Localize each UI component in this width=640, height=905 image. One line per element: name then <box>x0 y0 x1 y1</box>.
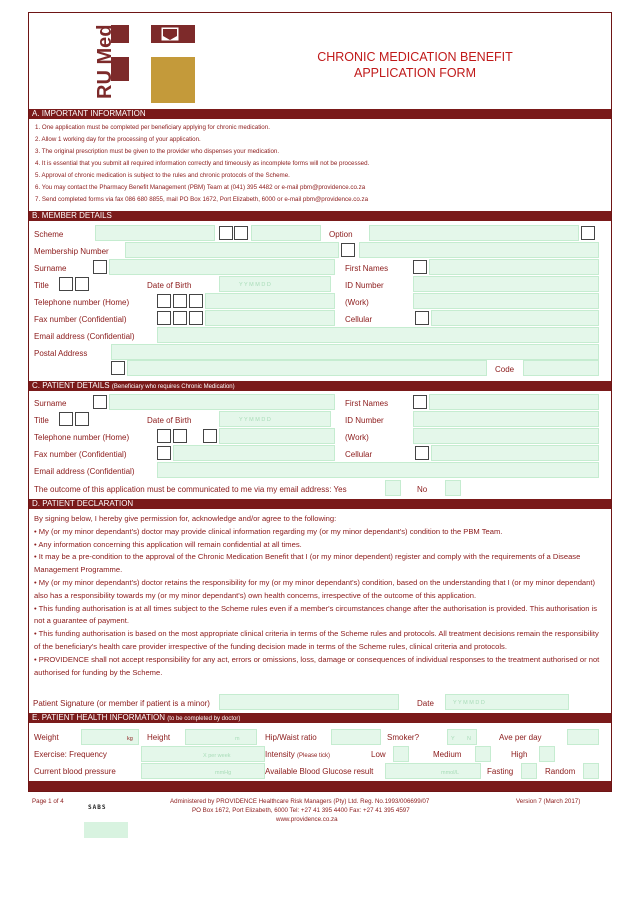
patient-title-box[interactable] <box>59 412 73 426</box>
ave-per-day-input[interactable] <box>567 729 599 745</box>
section-c-heading <box>29 381 611 391</box>
declaration-bullet: • It may be a pre-condition to the approval of the Chronic Medication Benefit that I (or my minor dependent) register and comply with the requirements of a Disease Management Programme. <box>34 552 581 575</box>
please-tick-note: (Please tick) <box>297 753 331 759</box>
info-item: 3. The original prescription must be given to the provider who dispenses your medication. <box>35 148 280 155</box>
ru-med-logo <box>83 25 195 103</box>
option-label: Option <box>329 230 353 239</box>
smoker-n: N <box>467 736 471 742</box>
section-e-heading <box>29 713 611 723</box>
signature-label: Patient Signature (or member if patient is a minor) <box>33 699 210 708</box>
weight-label: Weight <box>34 733 59 742</box>
patient-id-number-label: ID Number <box>345 416 384 425</box>
intensity-low-checkbox[interactable] <box>393 746 409 762</box>
hip-waist-label: Hip/Waist ratio <box>265 733 317 742</box>
declaration-bullet: • PROVIDENCE shall not accept responsibility for any act, errors or omissions, loss, damage or consequences of individual responses to the treatment authorised or not authorised for funding by the Scheme. <box>34 654 600 677</box>
declaration-text <box>34 513 606 679</box>
phone-box[interactable] <box>189 294 203 308</box>
phone-box[interactable] <box>157 294 171 308</box>
info-item: 4. It is essential that you submit all required information correctly and timeously as incomplete forms will not be processed. <box>35 160 370 167</box>
patient-dob-hint: Y Y M M D D <box>239 417 271 423</box>
fax-box[interactable] <box>173 311 187 325</box>
patient-cellular-label: Cellular <box>345 450 373 459</box>
code-label: Code <box>495 365 515 374</box>
outcome-no-checkbox[interactable] <box>445 480 461 496</box>
fasting-checkbox[interactable] <box>521 763 537 779</box>
info-item: 5. Approval of chronic medication is subject to the rules and chronic protocols of the Scheme. <box>35 172 290 179</box>
title-box[interactable] <box>59 277 73 291</box>
section-e-title: E. PATIENT HEALTH INFORMATION <box>32 713 166 722</box>
form-title-line1: CHRONIC MEDICATION BENEFIT <box>317 50 513 64</box>
form-header <box>29 13 611 109</box>
sabs-mark: SABS <box>88 804 107 811</box>
patient-telephone-input[interactable] <box>219 428 335 444</box>
work-input[interactable] <box>413 293 599 309</box>
declaration-intro: By signing below, I hereby give permission for, acknowledge and/or agree to the following: <box>34 514 337 523</box>
scheme-box[interactable] <box>219 226 233 240</box>
membership-number-input[interactable] <box>125 242 339 258</box>
logo-text: RU Med <box>94 25 116 99</box>
info-item: 1. One application must be completed per beneficiary applying for chronic medication. <box>35 124 270 131</box>
info-item: 2. Allow 1 working day for the processing of your application. <box>35 136 201 143</box>
scheme-label: Scheme <box>34 230 64 239</box>
intensity-medium-label: Medium <box>433 750 462 759</box>
email-label: Email address (Confidential) <box>34 332 135 341</box>
patient-title-label: Title <box>34 416 49 425</box>
surname-box[interactable] <box>93 260 107 274</box>
random-label: Random <box>545 767 576 776</box>
mmhg-unit: mmHg <box>215 770 232 776</box>
signature-date-hint: Y Y M M D D <box>453 700 485 706</box>
fax-input[interactable] <box>205 310 335 326</box>
phone-box[interactable] <box>173 294 187 308</box>
kg-unit: kg <box>127 736 133 742</box>
form-title <box>299 49 531 81</box>
footer-page-number: Page 1 of 4 <box>32 798 64 805</box>
section-a-heading: A. IMPORTANT INFORMATION <box>29 109 611 119</box>
intensity-medium-checkbox[interactable] <box>475 746 491 762</box>
dob-input[interactable] <box>219 276 331 292</box>
patient-email-input[interactable] <box>157 462 599 478</box>
patient-id-number-input[interactable] <box>413 411 599 427</box>
mmol-unit: mmol/L <box>441 770 460 776</box>
height-input[interactable] <box>185 729 257 745</box>
patient-telephone-label: Telephone number (Home) <box>34 433 130 442</box>
form-title-line2: APPLICATION FORM <box>353 66 476 80</box>
declaration-bullet: • This funding authorisation is at all times subject to the Scheme rules even if a member's circumstances change after the authorisation is provided. This authorisation is not a guarantee of payment. <box>34 603 598 626</box>
scheme-input-ext[interactable] <box>251 225 321 241</box>
ave-per-day-label: Ave per day <box>499 733 542 742</box>
signature-input[interactable] <box>219 694 399 710</box>
patient-phone-box[interactable] <box>157 429 171 443</box>
postal-box[interactable] <box>111 361 125 375</box>
patient-first-names-label: First Names <box>345 399 389 408</box>
blood-pressure-input[interactable] <box>141 763 265 779</box>
postal-address-label: Postal Address <box>34 349 88 358</box>
footer-address: PO Box 1672, Port Elizabeth, 6000 Tel: +27 41 395 4400 Fax: +27 41 395 4597 <box>192 807 410 814</box>
section-b-heading: B. MEMBER DETAILS <box>29 211 611 221</box>
fax-box[interactable] <box>157 311 171 325</box>
work-label: (Work) <box>345 298 369 307</box>
postal-address-line1[interactable] <box>111 344 599 360</box>
footer-version: Version 7 (March 2017) <box>516 798 581 805</box>
first-names-box[interactable] <box>413 260 427 274</box>
patient-first-names-input[interactable] <box>429 394 599 410</box>
first-names-label: First Names <box>345 264 389 273</box>
hip-waist-input[interactable] <box>331 729 381 745</box>
id-number-input[interactable] <box>413 276 599 292</box>
fax-box[interactable] <box>189 311 203 325</box>
footer-administrator: Administered by PROVIDENCE Healthcare Risk Managers (Pty) Ltd. Reg. No.1993/006699/07 <box>170 798 430 805</box>
intensity-high-checkbox[interactable] <box>539 746 555 762</box>
title-box[interactable] <box>75 277 89 291</box>
glucose-label: Available Blood Glucose result <box>265 767 374 776</box>
declaration-bullet: • My (or my minor dependant's) doctor retains the responsibility for my (or my minor dependant's) condition, based on the understanding that I (or my minor dependant) also has a responsibility towards my (or my minor dependant's) own health concerns, irrespective of the outcome of this application. <box>34 577 596 600</box>
bottom-bar <box>29 781 611 791</box>
patient-fax-input[interactable] <box>173 445 335 461</box>
patient-cellular-input[interactable] <box>431 445 599 461</box>
telephone-home-input[interactable] <box>205 293 335 309</box>
footer-website: www.providence.co.za <box>276 816 338 823</box>
form-page <box>28 12 612 792</box>
patient-surname-label: Surname <box>34 399 67 408</box>
intensity-label <box>265 750 330 761</box>
email-outcome-label: The outcome of this application must be communicated to me via my email address: Yes <box>34 485 347 494</box>
glucose-input[interactable] <box>385 763 481 779</box>
outcome-yes-checkbox[interactable] <box>385 480 401 496</box>
option-input[interactable] <box>369 225 579 241</box>
blood-pressure-label: Current blood pressure <box>34 767 116 776</box>
fax-label: Fax number (Confidential) <box>34 315 127 324</box>
patient-surname-box[interactable] <box>93 395 107 409</box>
patient-work-label: (Work) <box>345 433 369 442</box>
declaration-bullet: • This funding authorisation is based on the most appropriate clinical criteria in terms of the Scheme rules and protocols. All treatment decisions remain the responsibility of the beneficiary's health care provider irrespective of the funding decision made in terms of the Scheme rules, clinical criteria and protocols. <box>34 629 599 651</box>
surname-input[interactable] <box>109 259 335 275</box>
signature-date-label: Date <box>417 699 434 708</box>
height-label: Height <box>147 733 171 742</box>
scheme-box[interactable] <box>234 226 248 240</box>
email-input[interactable] <box>157 327 599 343</box>
dob-hint: Y Y M M D D <box>239 282 271 288</box>
membership-box[interactable] <box>341 243 355 257</box>
fasting-label: Fasting <box>487 767 514 776</box>
patient-fax-box[interactable] <box>157 446 171 460</box>
section-e-note: (to be completed by doctor) <box>167 716 241 722</box>
smoker-label: Smoker? <box>387 733 420 742</box>
smoker-y: Y <box>451 736 455 742</box>
postal-address-line2[interactable] <box>127 360 487 376</box>
patient-first-names-box[interactable] <box>413 395 427 409</box>
m-unit: m <box>235 736 240 742</box>
section-c-note: (Beneficiary who requires Chronic Medication) <box>111 384 235 390</box>
random-checkbox[interactable] <box>583 763 599 779</box>
cellular-box[interactable] <box>415 311 429 325</box>
surname-label: Surname <box>34 264 67 273</box>
intensity-text: Intensity <box>265 750 295 759</box>
patient-dob-input[interactable] <box>219 411 331 427</box>
membership-number-ext[interactable] <box>359 242 599 258</box>
option-box[interactable] <box>581 226 595 240</box>
x-per-week-unit: X per week <box>203 753 231 759</box>
dob-label: Date of Birth <box>147 281 192 290</box>
outcome-no-label: No <box>417 485 428 494</box>
patient-phone-box[interactable] <box>203 429 217 443</box>
patient-phone-box[interactable] <box>173 429 187 443</box>
telephone-home-label: Telephone number (Home) <box>34 298 130 307</box>
declaration-bullet: • My (or my minor dependant's) doctor may provide clinical information regarding my (or my minor dependant's) condition to the PBM Team. <box>34 526 503 536</box>
patient-fax-label: Fax number (Confidential) <box>34 450 127 459</box>
title-label: Title <box>34 281 49 290</box>
membership-number-label: Membership Number <box>34 247 109 256</box>
patient-title-box[interactable] <box>75 412 89 426</box>
exercise-label: Exercise: Frequency <box>34 750 107 759</box>
section-d-heading: D. PATIENT DECLARATION <box>29 499 611 509</box>
footer-green-field <box>84 822 128 838</box>
id-number-label: ID Number <box>345 281 384 290</box>
intensity-high-label: High <box>511 750 528 759</box>
declaration-bullet: • Any information concerning this application will remain confidential at all times. <box>34 539 302 549</box>
scheme-input[interactable] <box>95 225 215 241</box>
patient-email-label: Email address (Confidential) <box>34 467 135 476</box>
postal-code-input[interactable] <box>523 360 599 376</box>
section-c-title: C. PATIENT DETAILS <box>32 381 110 390</box>
patient-work-input[interactable] <box>413 428 599 444</box>
cellular-input[interactable] <box>431 310 599 326</box>
first-names-input[interactable] <box>429 259 599 275</box>
cellular-label: Cellular <box>345 315 373 324</box>
info-item: 6. You may contact the Pharmacy Benefit Management (PBM) Team at (041) 395 4482 or e-mail pbm@providence.co.za <box>35 184 366 191</box>
intensity-low-label: Low <box>371 750 386 759</box>
info-item: 7. Send completed forms via fax 086 680 8855, mail PO Box 1672, Port Elizabeth, 6000 or e-mail pbm@providence.co.za <box>35 196 369 203</box>
patient-surname-input[interactable] <box>109 394 335 410</box>
patient-cellular-box[interactable] <box>415 446 429 460</box>
patient-dob-label: Date of Birth <box>147 416 192 425</box>
